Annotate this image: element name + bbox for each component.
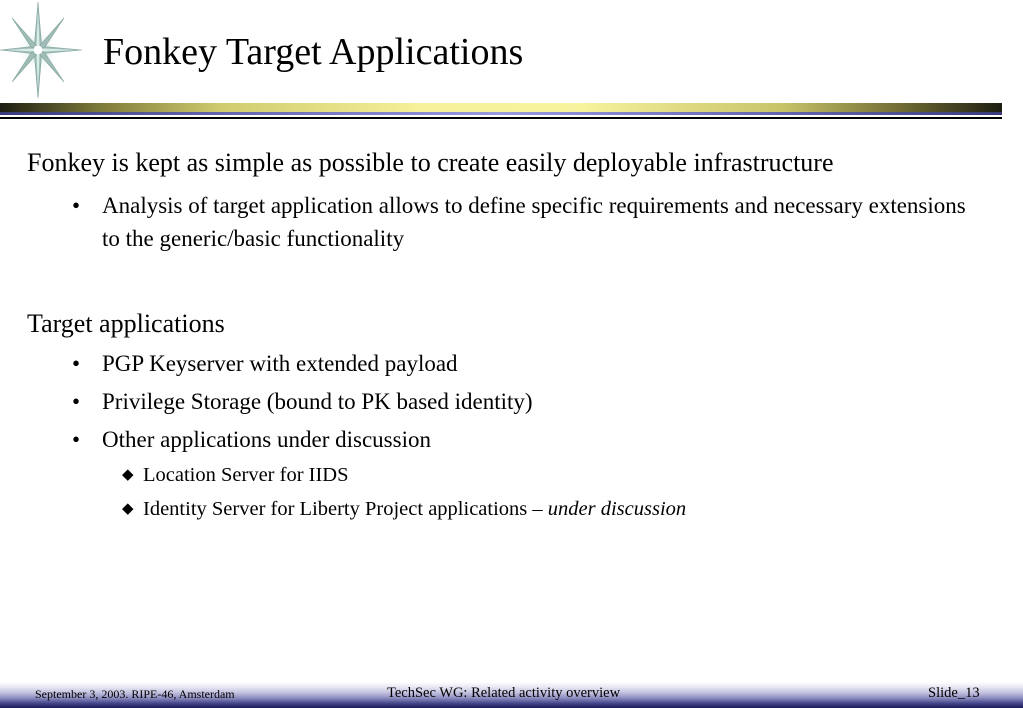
diamond-bullet-icon: ◆ [122, 501, 134, 517]
sub-bullet-emphasis: under discussion [547, 498, 687, 520]
slide-label: Slide_ [928, 685, 966, 701]
starburst-logo-icon [0, 0, 84, 104]
slide-number: 13 [965, 685, 980, 701]
sub-bullet-item [143, 495, 686, 523]
bullet-item: PGP Keyserver with extended payload [102, 351, 458, 376]
footer-slide-number [928, 685, 980, 702]
bullet-item: Privilege Storage (bound to PK based identity) [102, 389, 533, 414]
section-heading-1: Fonkey is kept as simple as possible to create easily deployable infrastructure [27, 148, 834, 177]
bullet-dot-icon: • [72, 389, 81, 414]
footer-title: TechSec WG: Related activity overview [387, 685, 621, 701]
diamond-bullet-icon: ◆ [122, 467, 134, 483]
sub-bullet-text: Identity Server for Liberty Project applications – [143, 498, 548, 520]
slide-title: Fonkey Target Applications [103, 31, 524, 73]
bullet-item: Analysis of target application allows to define specific requirements and necessary extensions to the generic/basic functionality [102, 193, 966, 251]
title-rule-gold [0, 103, 1002, 112]
bullet-dot-icon: • [72, 427, 81, 452]
bullet-dot-icon: • [72, 193, 81, 218]
section-heading-2: Target applications [27, 309, 225, 338]
footer-date-location: September 3, 2003. RIPE-46, Amsterdam [35, 687, 235, 701]
sub-bullet-item: Location Server for IIDS [143, 464, 349, 486]
bullet-dot-icon: • [72, 351, 81, 376]
title-rule-blue [0, 112, 1002, 115]
title-rule-black [0, 117, 1002, 119]
bullet-item: Other applications under discussion [102, 427, 431, 452]
